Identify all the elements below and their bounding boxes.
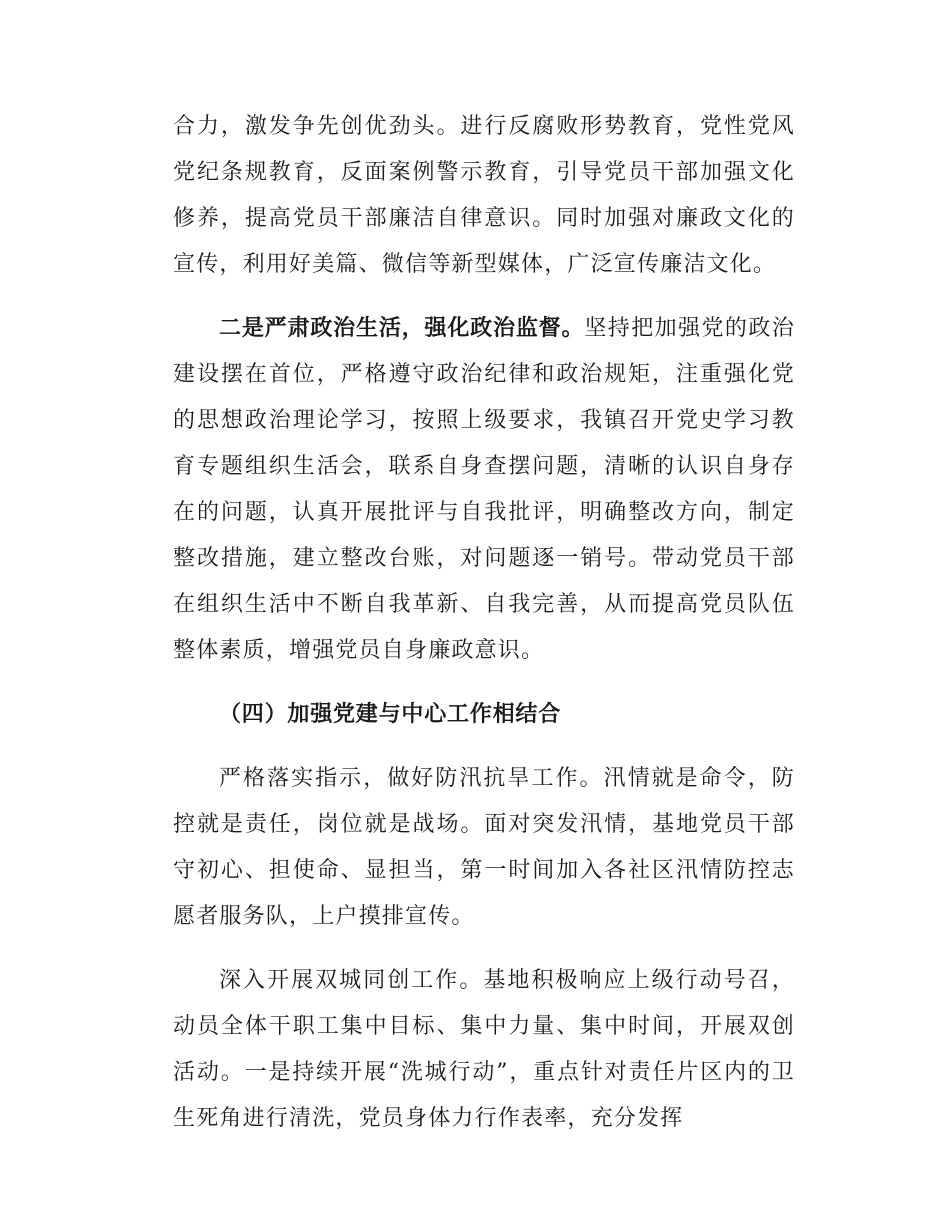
section-heading: （四）加强党建与中心工作相结合 <box>219 702 562 727</box>
paragraph-dual-city: 深入开展双城同创工作。基地积极响应上级行动号召，动员全体干职工集中目标、集中力量、集中时间，开展双创活动。一是持续开展“洗城行动”，重点针对责任片区内的卫生死角进行清洗，党员身体力行作表率，充分发挥 <box>173 968 795 1131</box>
paragraph-continuation: 合力，激发争先创优劲头。进行反腐败形势教育，党性党风党纪条规教育，反面案例警示教育，引导党员干部加强文化修养，提高党员干部廉洁自律意识。同时加强对廉政文化的宣传，利用好美篇、微信等新型媒体，广泛宣传廉洁文化。 <box>173 114 795 277</box>
document-page <box>173 104 795 1142</box>
paragraph-political-life <box>173 306 795 674</box>
paragraph-flood-control: 严格落实指示，做好防汛抗旱工作。汛情就是命令，防控就是责任，岗位就是战场。面对突发汛情，基地党员干部守初心、担使命、显担当，第一时间加入各社区汛情防控志愿者服务队，上户摸排宣传。 <box>173 766 795 929</box>
paragraph-body: 坚持把加强党的政治建设摆在首位，严格遵守政治纪律和政治规矩，注重强化党的思想政治理论学习，按照上级要求，我镇召开党史学习教育专题组织生活会，联系自身查摆问题，清晰的认识自身存在的问题，认真开展批评与自我批评，明确整改方向，制定整改措施，建立整改台账，对问题逐一销号。带动党员干部在组织生活中不断自我革新、自我完善，从而提高党员队伍整体素质，增强党员自身廉政意识。 <box>173 316 795 663</box>
paragraph-lead-bold: 二是严肃政治生活，强化政治监督。 <box>219 316 585 341</box>
